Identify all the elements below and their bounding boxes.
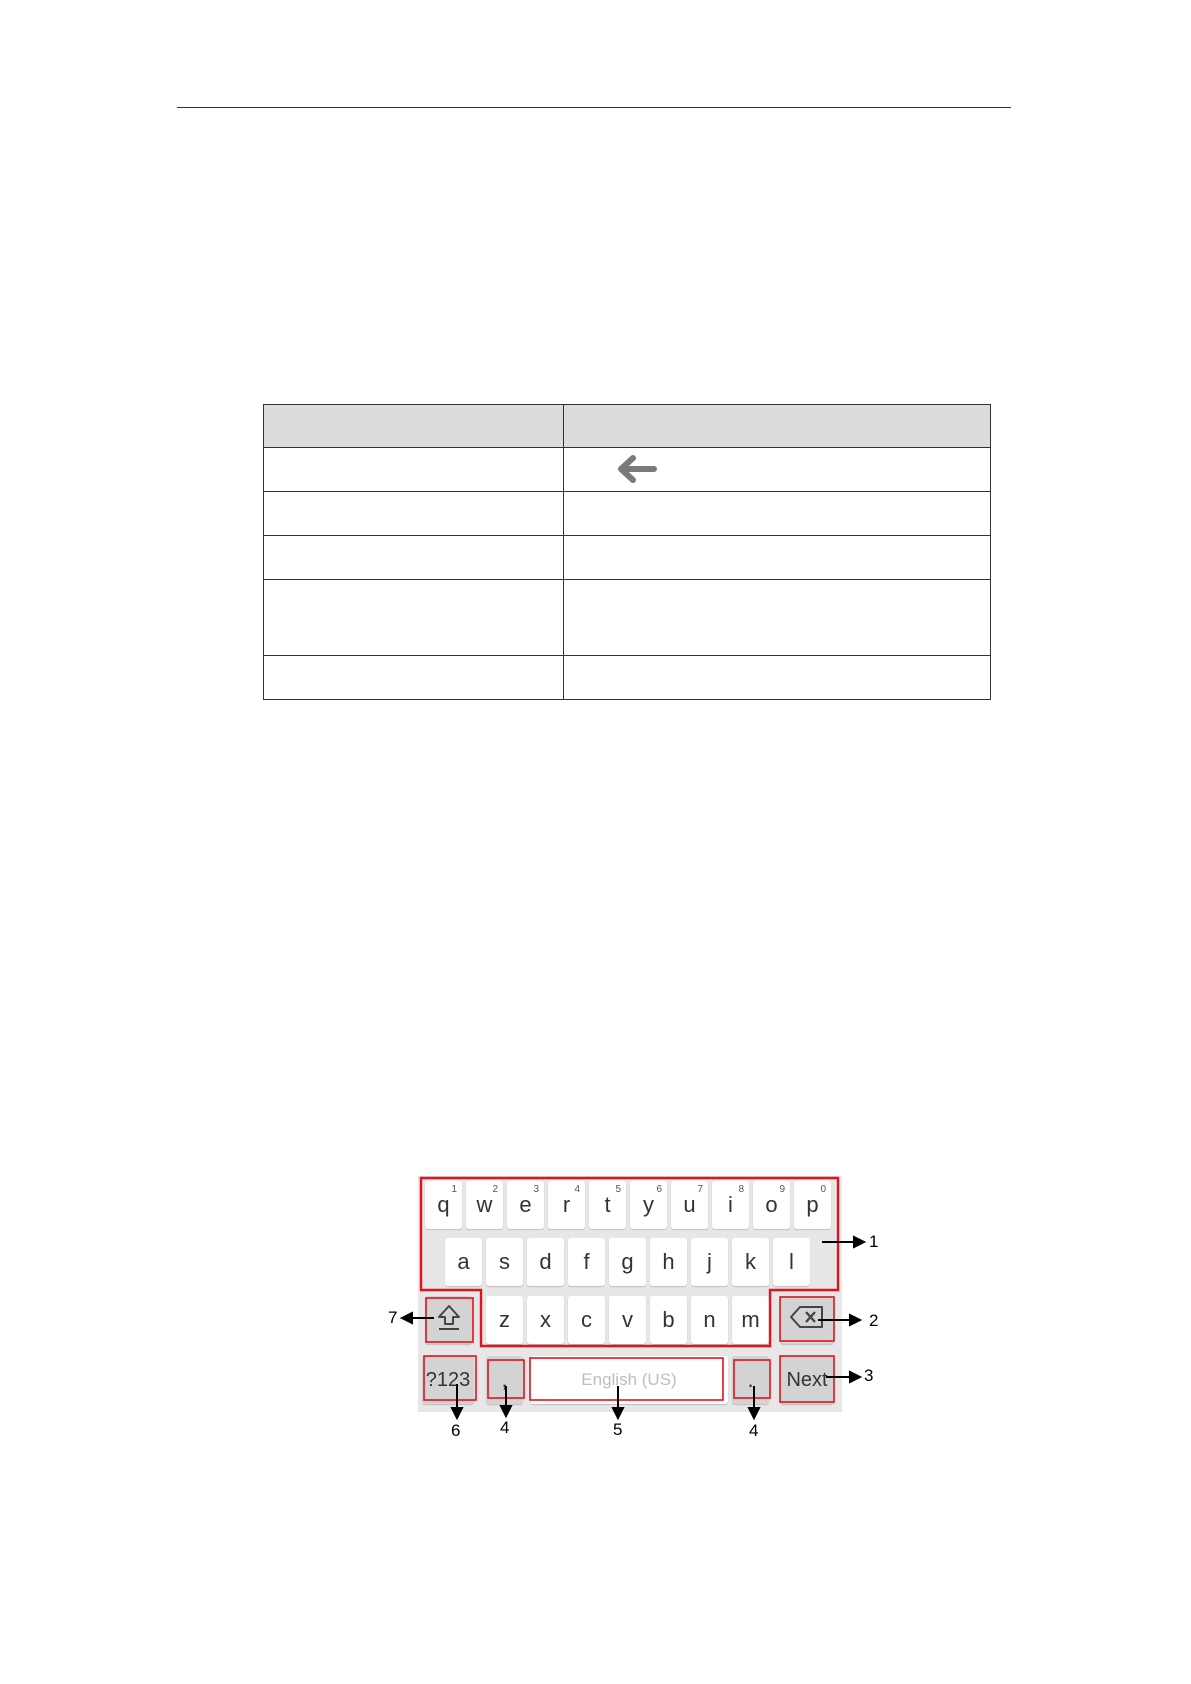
key-label: i	[728, 1192, 733, 1217]
next-key[interactable]: Next	[780, 1356, 834, 1404]
key-label: y	[643, 1192, 654, 1217]
key-c[interactable]: c	[568, 1296, 605, 1344]
key-a[interactable]: a	[445, 1238, 482, 1286]
key-hint: 3	[533, 1184, 539, 1195]
key-f[interactable]: f	[568, 1238, 605, 1286]
space-outline	[530, 1358, 723, 1400]
key-z[interactable]: z	[486, 1296, 523, 1344]
callout-arrows	[402, 1237, 864, 1418]
key-hint: 6	[656, 1184, 662, 1195]
key-hint: 5	[615, 1184, 621, 1195]
callout-number: 5	[613, 1420, 623, 1439]
key-d[interactable]: d	[527, 1238, 564, 1286]
key-hint: 2	[492, 1184, 498, 1195]
key-k[interactable]: k	[732, 1238, 769, 1286]
key-label: w	[476, 1192, 493, 1217]
key-label: u	[683, 1192, 696, 1217]
space-key[interactable]: English (US)	[530, 1356, 728, 1404]
key-label: r	[562, 1192, 571, 1217]
callout-number: 6	[451, 1421, 461, 1440]
key-label: e	[519, 1192, 532, 1217]
period-outline	[734, 1360, 770, 1398]
callout-number: 3	[864, 1366, 874, 1385]
period-key[interactable]: .	[732, 1356, 769, 1404]
key-h[interactable]: h	[650, 1238, 687, 1286]
key-m[interactable]: m	[732, 1296, 769, 1344]
next-outline	[780, 1356, 834, 1402]
key-label: o	[765, 1192, 778, 1217]
key-label: q	[437, 1192, 450, 1217]
key-hint: 9	[779, 1184, 785, 1195]
key-n[interactable]: n	[691, 1296, 728, 1344]
key-b[interactable]: b	[650, 1296, 687, 1344]
key-label: t	[604, 1192, 611, 1217]
letter-area-outline	[421, 1178, 838, 1346]
key-s[interactable]: s	[486, 1238, 523, 1286]
shift-outline	[426, 1298, 473, 1342]
symbols-outline	[424, 1356, 476, 1400]
symbols-key[interactable]: ?123	[422, 1356, 474, 1404]
callout-number: 4	[749, 1421, 759, 1440]
key-hint: 0	[820, 1184, 826, 1195]
comma-key[interactable]: ,	[486, 1356, 523, 1404]
key-x[interactable]: x	[527, 1296, 564, 1344]
key-v[interactable]: v	[609, 1296, 646, 1344]
key-hint: 8	[738, 1184, 744, 1195]
key-hint: 1	[451, 1184, 457, 1195]
key-l[interactable]: l	[773, 1238, 810, 1286]
callout-number: 4	[500, 1418, 510, 1437]
key-hint: 7	[697, 1184, 703, 1195]
callout-number: 7	[388, 1308, 398, 1327]
key-label: p	[806, 1192, 819, 1217]
callout-number: 1	[869, 1232, 879, 1251]
key-hint: 4	[574, 1184, 580, 1195]
callout-number: 2	[869, 1311, 879, 1330]
key-j[interactable]: j	[691, 1238, 728, 1286]
key-g[interactable]: g	[609, 1238, 646, 1286]
